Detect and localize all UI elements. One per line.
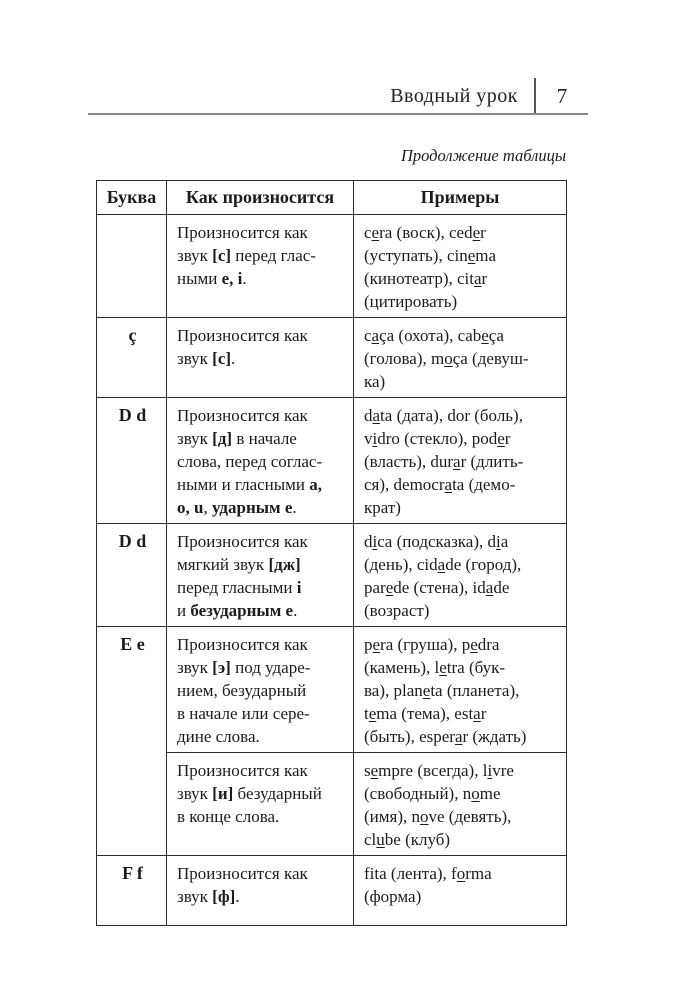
- header-letter: Буква: [97, 181, 167, 215]
- pronunciation-cell: Произносится как мягкий звук [дж] перед гласными i и безударным е.: [167, 524, 354, 627]
- pronunciation-cell: Произносится как звук [д] в начале слова, перед соглас- ными и гласными а, о, u, ударным е.: [167, 398, 354, 524]
- letter-cell: D d: [97, 524, 167, 627]
- pronunciation-cell: Произносится как звук [и] безударный в конце слова.: [167, 753, 354, 856]
- running-head: [88, 78, 588, 114]
- examples-cell: dica (подсказка), dia (день), cidade (город), parede (стена), idade (возраст): [354, 524, 567, 627]
- table-row: [97, 524, 567, 627]
- table-caption: Продолжение таблицы: [400, 146, 566, 165]
- letter-cell: E e: [97, 627, 167, 856]
- letter-cell: D d: [97, 398, 167, 524]
- table-row: [97, 753, 567, 856]
- examples-cell: pera (груша), pedra (камень), letra (бук- ва), planeta (планета), tema (тема), estar (быть), esperar (ждать): [354, 627, 567, 753]
- section-title: Вводный урок: [390, 84, 518, 107]
- header-examples: Примеры: [354, 181, 567, 215]
- letter-cell: F f: [97, 856, 167, 926]
- examples-cell: cera (воск), ceder (уступать), cinema (кинотеатр), citar (цитировать): [354, 215, 567, 318]
- table-body: [97, 215, 567, 926]
- pronunciation-cell: Произносится как звук [с].: [167, 318, 354, 398]
- examples-cell: caça (охота), cabeça (голова), moça (девуш- ка): [354, 318, 567, 398]
- examples-cell: sempre (всегда), livre (свободный), nome (имя), nove (девять), clube (клуб): [354, 753, 567, 856]
- examples-cell: data (дата), dor (боль), vidro (стекло), poder (власть), durar (длить- ся), democrata (демо- крат): [354, 398, 567, 524]
- table-row: [97, 856, 567, 926]
- header-rule: [88, 113, 588, 115]
- examples-cell: fita (лента), forma (форма): [354, 856, 567, 926]
- letter-cell: ç: [97, 318, 167, 398]
- pronunciation-table: [96, 180, 567, 926]
- table-row: [97, 627, 567, 753]
- page-number: 7: [556, 83, 568, 108]
- letter-cell: [97, 215, 167, 318]
- table-header: [97, 181, 567, 215]
- table-row: [97, 398, 567, 524]
- table-row: [97, 318, 567, 398]
- pronunciation-cell: Произносится как звук [ф].: [167, 856, 354, 926]
- header-pronunciation: Как произносится: [167, 181, 354, 215]
- table-row: [97, 215, 567, 318]
- header-row: [97, 181, 567, 215]
- pronunciation-cell: Произносится как звук [с] перед глас- ными е, i.: [167, 215, 354, 318]
- pronunciation-cell: Произносится как звук [э] под ударе- нием, безударный в начале или сере- дине слова.: [167, 627, 354, 753]
